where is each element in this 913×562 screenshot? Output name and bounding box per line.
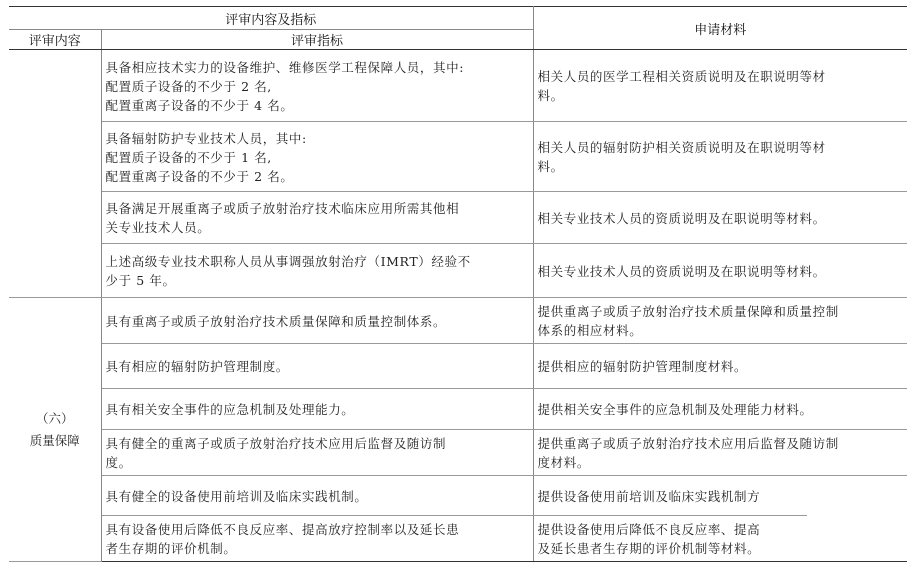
- indicator-cell: 具有设备使用后降低不良反应率、提高放疗控制率以及延长患 者生存期的评价机制。: [101, 516, 533, 562]
- header-group-title: 评审内容及指标: [9, 7, 533, 30]
- table-row: [9, 389, 907, 430]
- table-row: [9, 516, 907, 562]
- table-row: [9, 476, 907, 516]
- materials-cell: 相关人员的医学工程相关资质说明及在职说明等材 料。: [533, 50, 907, 122]
- header-review-indicator: 评审指标: [101, 30, 533, 50]
- indicator-cell: 上述高级专业技术职称人员从事调强放射治疗（IMRT）经验不 少于 5 年。: [101, 244, 533, 298]
- indicator-cell: 具有相关安全事件的应急机制及处理能力。: [101, 389, 533, 430]
- page-corner-occluder: [807, 490, 907, 560]
- materials-cell: 提供重离子或质子放射治疗技术质量保障和质量控制 体系的相应材料。: [533, 298, 907, 344]
- indicator-cell: 具有相应的辐射防护管理制度。: [101, 344, 533, 389]
- header-materials: 申请材料: [533, 7, 907, 50]
- table-row: [9, 244, 907, 298]
- indicator-cell: 具有健全的重离子或质子放射治疗技术应用后监督及随访制 度。: [101, 430, 533, 476]
- table-row: [9, 122, 907, 192]
- materials-cell-truncated: 提供设备使用后降低不良反应率、提高 及延长患者生存期的评价机制等材料。: [533, 516, 907, 562]
- materials-cell: 提供相应的辐射防护管理制度材料。: [533, 344, 907, 389]
- table-row: [9, 430, 907, 476]
- materials-cell: 提供相关安全事件的应急机制及处理能力材料。: [533, 389, 907, 430]
- materials-cell: 相关专业技术人员的资质说明及在职说明等材料。: [533, 192, 907, 244]
- materials-cell: 提供重离子或质子放射治疗技术应用后监督及随访制 度材料。: [533, 430, 907, 476]
- indicator-cell: 具备满足开展重离子或质子放射治疗技术临床应用所需其他相 关专业技术人员。: [101, 192, 533, 244]
- review-table-page: [9, 6, 907, 562]
- table-row: [9, 344, 907, 389]
- table-row: [9, 50, 907, 122]
- materials-cell: 相关人员的辐射防护相关资质说明及在职说明等材 料。: [533, 122, 907, 192]
- content-cell-blank: [9, 50, 101, 298]
- table-row: [9, 298, 907, 344]
- review-criteria-table: [9, 6, 907, 562]
- indicator-cell: 具备辐射防护专业技术人员，其中: 配置质子设备的不少于 1 名, 配置重离子设备的不少于 2 名。: [101, 122, 533, 192]
- header-review-content: 评审内容: [9, 30, 101, 50]
- indicator-cell: 具备相应技术实力的设备维护、维修医学工程保障人员，其中: 配置质子设备的不少于 2 名, 配置重离子设备的不少于 4 名。: [101, 50, 533, 122]
- header-row-1: [9, 7, 907, 30]
- materials-cell: 相关专业技术人员的资质说明及在职说明等材料。: [533, 244, 907, 298]
- indicator-cell: 具有重离子或质子放射治疗技术质量保障和质量控制体系。: [101, 298, 533, 344]
- materials-cell-truncated: 提供设备使用前培训及临床实践机制方: [533, 476, 907, 516]
- section-label-quality: （六） 质量保障: [9, 298, 101, 562]
- table-row: [9, 192, 907, 244]
- indicator-cell: 具有健全的设备使用前培训及临床实践机制。: [101, 476, 533, 516]
